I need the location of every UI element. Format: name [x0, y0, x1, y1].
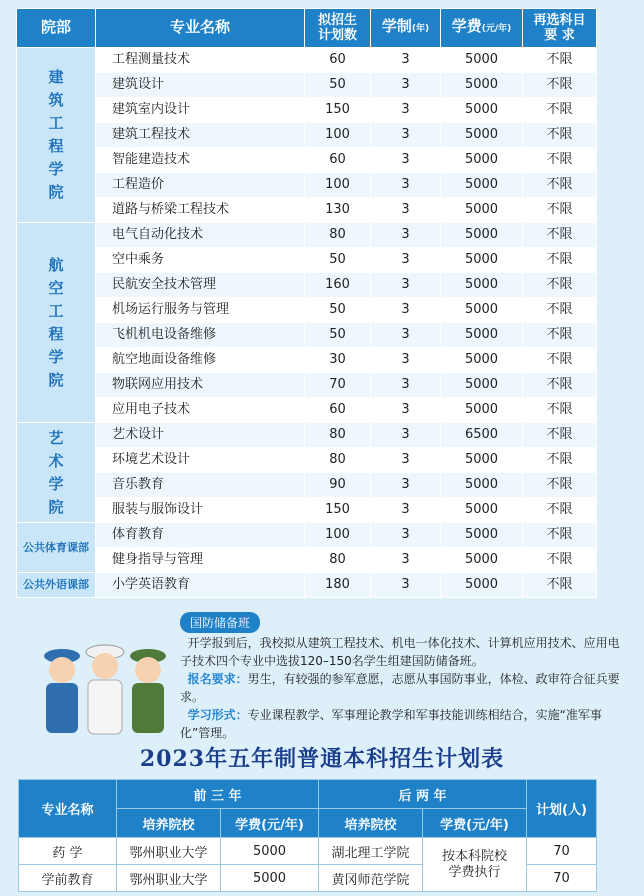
soldier-right: [130, 649, 166, 733]
soldier-middle: [86, 645, 124, 734]
quota-cell: 60: [305, 148, 371, 173]
table-row: [17, 573, 597, 598]
subject-req-cell: 不限: [523, 498, 597, 523]
table-row: [17, 323, 597, 348]
years-cell: 3: [371, 448, 441, 473]
bottom-header-school-2: 培养院校: [319, 809, 423, 838]
subject-req-cell: 不限: [523, 198, 597, 223]
fee-cell: 5000: [441, 548, 523, 573]
major-cell: 环境艺术设计: [96, 448, 305, 473]
quota-cell: 30: [305, 348, 371, 373]
fee-cell: 5000: [441, 323, 523, 348]
bottom-table-title: 2023年五年制普通本科招生计划表: [139, 746, 505, 772]
table-row: [17, 548, 597, 573]
national-defense-study-form: 学习形式：专业课程教学、军事理论教学和军事技能训练相结合，实施“准军事化”管理。: [180, 708, 602, 740]
fee-cell: 5000: [441, 98, 523, 123]
major-cell: 物联网应用技术: [96, 373, 305, 398]
quota-cell: 80: [305, 423, 371, 448]
national-defense-text: [180, 634, 620, 742]
subject-req-cell: 不限: [523, 223, 597, 248]
soldier-left: [44, 649, 80, 733]
bottom-plan: 70: [527, 865, 597, 892]
table-row: [17, 373, 597, 398]
years-cell: 3: [371, 373, 441, 398]
major-cell: 民航安全技术管理: [96, 273, 305, 298]
subject-req-cell: 不限: [523, 548, 597, 573]
fee-cell: 5000: [441, 223, 523, 248]
quota-cell: 80: [305, 223, 371, 248]
subject-req-cell: 不限: [523, 473, 597, 498]
bottom-fee-2-merged: 按本科院校学费执行: [423, 838, 527, 892]
fee-cell: 5000: [441, 448, 523, 473]
quota-cell: 150: [305, 498, 371, 523]
bottom-school-1: 鄂州职业大学: [117, 865, 221, 892]
major-cell: 航空地面设备维修: [96, 348, 305, 373]
quota-cell: 100: [305, 173, 371, 198]
major-cell: 飞机机电设备维修: [96, 323, 305, 348]
quota-cell: 50: [305, 298, 371, 323]
bottom-header-plan: 计划(人): [527, 780, 597, 838]
table-row: [17, 198, 597, 223]
years-cell: 3: [371, 223, 441, 248]
bottom-header-school-1: 培养院校: [117, 809, 221, 838]
bottom-header-first-years: 前 三 年: [117, 780, 319, 809]
bottom-fee-1: 5000: [221, 838, 319, 865]
years-cell: 3: [371, 248, 441, 273]
dept-cell: 公共外语课部: [17, 573, 96, 598]
quota-cell: 100: [305, 523, 371, 548]
years-cell: 3: [371, 73, 441, 98]
subject-req-cell: 不限: [523, 573, 597, 598]
fee-cell: 6500: [441, 423, 523, 448]
quota-cell: 50: [305, 248, 371, 273]
header-subject-req: 再选科目 要 求: [523, 9, 597, 48]
quota-cell: 90: [305, 473, 371, 498]
subject-req-cell: 不限: [523, 523, 597, 548]
quota-cell: 50: [305, 323, 371, 348]
table-row: [17, 173, 597, 198]
years-cell: 3: [371, 573, 441, 598]
national-defense-intro: 开学报到后，我校拟从建筑工程技术、机电一体化技术、计算机应用技术、应用电子技术四个专业中选拔120–150名学生组建国防储备班。: [180, 636, 620, 668]
major-cell: 空中乘务: [96, 248, 305, 273]
years-cell: 3: [371, 98, 441, 123]
major-cell: 工程造价: [96, 173, 305, 198]
subject-req-cell: 不限: [523, 98, 597, 123]
table-row: [17, 398, 597, 423]
header-fee: 学费(元/年): [441, 9, 523, 48]
table-row: [17, 348, 597, 373]
quota-cell: 160: [305, 273, 371, 298]
fee-cell: 5000: [441, 148, 523, 173]
national-defense-requirements: 报名要求：男生，有较强的参军意愿，志愿从事国防事业，体检、政审符合征兵要求。: [180, 672, 620, 704]
subject-req-cell: 不限: [523, 323, 597, 348]
table-row: [17, 48, 597, 73]
subject-req-cell: 不限: [523, 373, 597, 398]
years-cell: 3: [371, 398, 441, 423]
major-cell: 建筑工程技术: [96, 123, 305, 148]
bottom-header-fee-2: 学费(元/年): [423, 809, 527, 838]
years-cell: 3: [371, 48, 441, 73]
five-year-plan-table: [18, 779, 597, 892]
fee-cell: 5000: [441, 173, 523, 198]
years-cell: 3: [371, 298, 441, 323]
fee-cell: 5000: [441, 248, 523, 273]
subject-req-cell: 不限: [523, 48, 597, 73]
subject-req-cell: 不限: [523, 123, 597, 148]
enrollment-plan-table: [16, 8, 597, 598]
table-row: [17, 523, 597, 548]
years-cell: 3: [371, 323, 441, 348]
table-row: [17, 98, 597, 123]
fee-cell: 5000: [441, 373, 523, 398]
major-cell: 道路与桥梁工程技术: [96, 198, 305, 223]
quota-cell: 70: [305, 373, 371, 398]
fee-cell: 5000: [441, 473, 523, 498]
table-row: [17, 223, 597, 248]
years-cell: 3: [371, 498, 441, 523]
major-cell: 艺术设计: [96, 423, 305, 448]
table-row: [17, 473, 597, 498]
table-row: [17, 448, 597, 473]
table-row: [17, 273, 597, 298]
table-row: [17, 248, 597, 273]
fee-cell: 5000: [441, 498, 523, 523]
years-cell: 3: [371, 123, 441, 148]
years-cell: 3: [371, 423, 441, 448]
header-years: 学制(年): [371, 9, 441, 48]
national-defense-badge: 国防储备班: [180, 612, 260, 633]
major-cell: 体育教育: [96, 523, 305, 548]
subject-req-cell: 不限: [523, 423, 597, 448]
table-row: [17, 148, 597, 173]
major-cell: 建筑室内设计: [96, 98, 305, 123]
fee-cell: 5000: [441, 73, 523, 98]
quota-cell: 180: [305, 573, 371, 598]
subject-req-cell: 不限: [523, 73, 597, 98]
years-cell: 3: [371, 348, 441, 373]
major-cell: 工程测量技术: [96, 48, 305, 73]
header-quota: 拟招生 计划数: [305, 9, 371, 48]
quota-cell: 150: [305, 98, 371, 123]
table-row: [17, 423, 597, 448]
years-cell: 3: [371, 148, 441, 173]
table-row: [17, 498, 597, 523]
bottom-header-row-1: [19, 780, 597, 809]
header-major: 专业名称: [96, 9, 305, 48]
table-header-row: [17, 9, 597, 48]
major-cell: 服装与服饰设计: [96, 498, 305, 523]
bottom-school-1: 鄂州职业大学: [117, 838, 221, 865]
quota-cell: 100: [305, 123, 371, 148]
quota-cell: 80: [305, 548, 371, 573]
years-cell: 3: [371, 523, 441, 548]
bottom-fee-1: 5000: [221, 865, 319, 892]
fee-cell: 5000: [441, 348, 523, 373]
years-cell: 3: [371, 198, 441, 223]
subject-req-cell: 不限: [523, 448, 597, 473]
subject-req-cell: 不限: [523, 248, 597, 273]
bottom-header-fee-1: 学费(元/年): [221, 809, 319, 838]
dept-cell: 建 筑 工 程 学 院: [17, 48, 96, 223]
years-cell: 3: [371, 548, 441, 573]
fee-cell: 5000: [441, 298, 523, 323]
dept-cell: 航 空 工 程 学 院: [17, 223, 96, 423]
major-cell: 音乐教育: [96, 473, 305, 498]
fee-cell: 5000: [441, 523, 523, 548]
years-cell: 3: [371, 473, 441, 498]
fee-cell: 5000: [441, 573, 523, 598]
major-cell: 小学英语教育: [96, 573, 305, 598]
subject-req-cell: 不限: [523, 298, 597, 323]
fee-cell: 5000: [441, 198, 523, 223]
quota-cell: 80: [305, 448, 371, 473]
dept-cell: 艺 术 学 院: [17, 423, 96, 523]
subject-req-cell: 不限: [523, 348, 597, 373]
table-row: [19, 838, 597, 865]
table-row: [17, 298, 597, 323]
subject-req-cell: 不限: [523, 398, 597, 423]
fee-cell: 5000: [441, 48, 523, 73]
years-cell: 3: [371, 173, 441, 198]
major-cell: 电气自动化技术: [96, 223, 305, 248]
major-cell: 应用电子技术: [96, 398, 305, 423]
subject-req-cell: 不限: [523, 273, 597, 298]
table-row: [17, 73, 597, 98]
bottom-plan: 70: [527, 838, 597, 865]
bottom-header-major: 专业名称: [19, 780, 117, 838]
bottom-header-last-years: 后 两 年: [319, 780, 527, 809]
fee-cell: 5000: [441, 273, 523, 298]
header-dept: 院部: [17, 9, 96, 48]
major-cell: 健身指导与管理: [96, 548, 305, 573]
bottom-major: 药 学: [19, 838, 117, 865]
subject-req-cell: 不限: [523, 148, 597, 173]
fee-cell: 5000: [441, 123, 523, 148]
major-cell: 机场运行服务与管理: [96, 298, 305, 323]
quota-cell: 50: [305, 73, 371, 98]
national-defense-section: [0, 608, 644, 738]
bottom-major: 学前教育: [19, 865, 117, 892]
bottom-school-2: 湖北理工学院: [319, 838, 423, 865]
quota-cell: 130: [305, 198, 371, 223]
fee-cell: 5000: [441, 398, 523, 423]
major-cell: 建筑设计: [96, 73, 305, 98]
table-row: [17, 123, 597, 148]
subject-req-cell: 不限: [523, 173, 597, 198]
dept-cell: 公共体育课部: [17, 523, 96, 573]
years-cell: 3: [371, 273, 441, 298]
quota-cell: 60: [305, 48, 371, 73]
soldiers-illustration: [30, 628, 180, 738]
bottom-school-2: 黄冈师范学院: [319, 865, 423, 892]
major-cell: 智能建造技术: [96, 148, 305, 173]
quota-cell: 60: [305, 398, 371, 423]
